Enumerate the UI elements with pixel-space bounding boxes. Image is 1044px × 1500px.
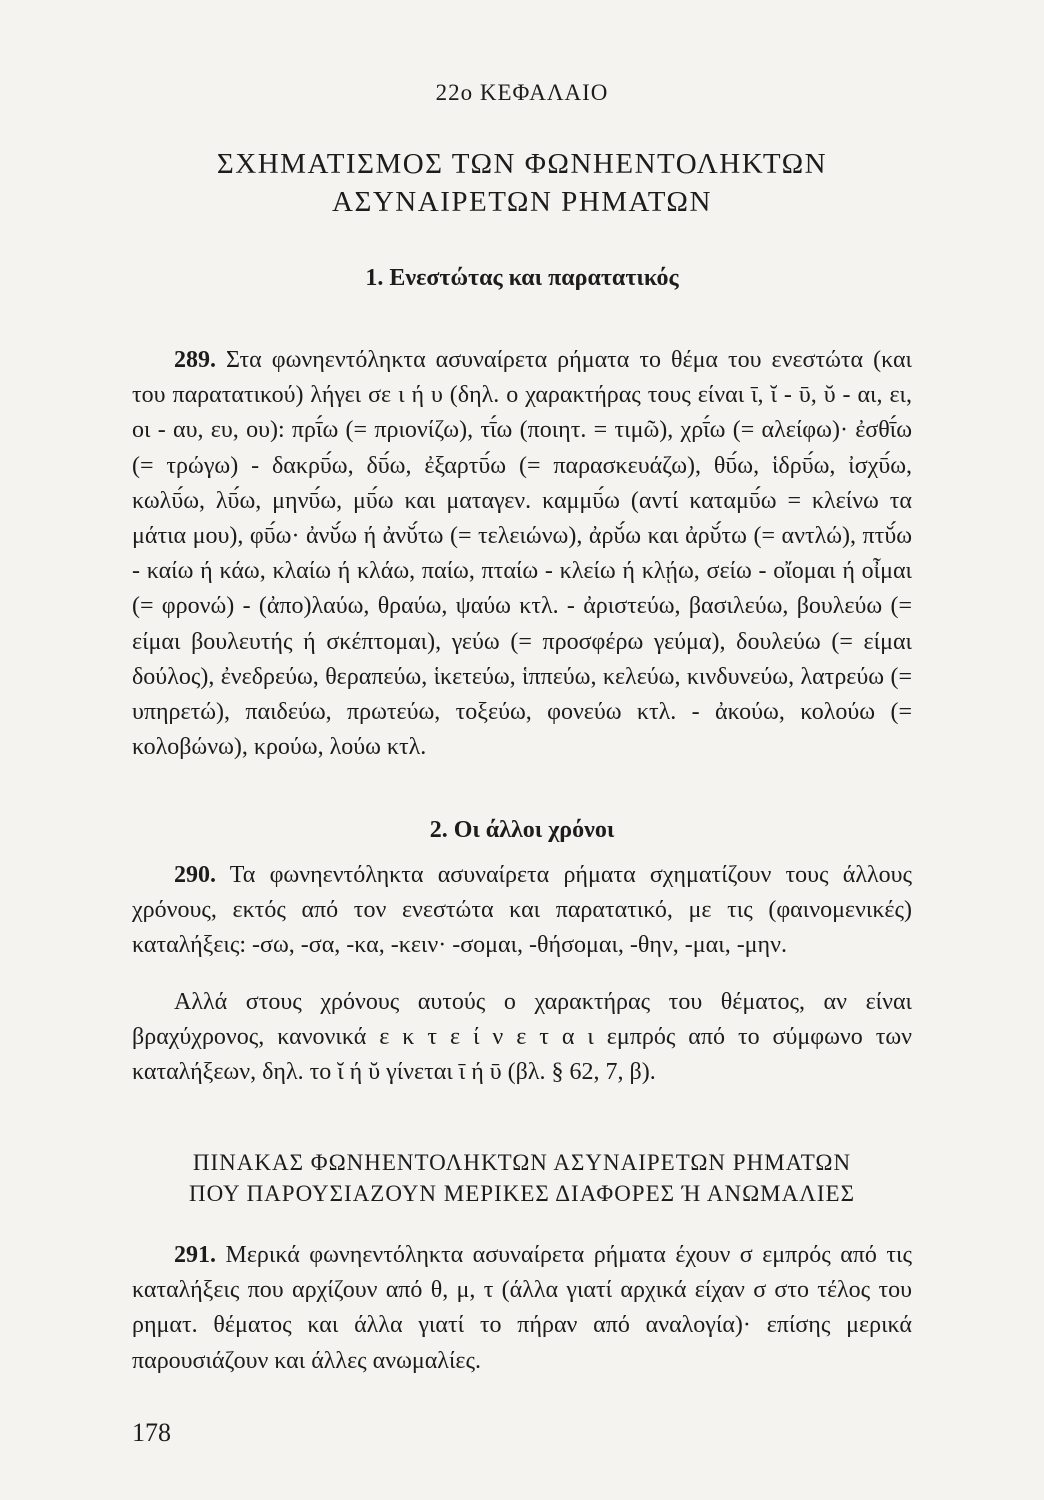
- table-title-line-1: ΠΙΝΑΚΑΣ ΦΩΝΗΕΝΤΟΛΗΚΤΩΝ ΑΣΥΝΑΙΡΕΤΩΝ ΡΗΜΑΤΩΝ: [192, 1150, 852, 1175]
- page-number: 178: [132, 1418, 171, 1447]
- table-title-line-2: ΠΟΥ ΠΑΡΟΥΣΙΑΖΟΥΝ ΜΕΡΙΚΕΣ ΔΙΑΦΟΡΕΣ Ή ΑΝΩΜΑΛΙΕΣ: [188, 1181, 855, 1206]
- paragraph-number: 290.: [174, 862, 216, 888]
- section-heading-other-tenses: 2. Οι άλλοι χρόνοι: [429, 817, 615, 843]
- chapter-title: [0, 145, 1044, 221]
- section-heading-present-imperfect: 1. Ενεστώτας και παρατατικός: [365, 265, 679, 291]
- paragraph-290-continuation: Αλλά στους χρόνους αυτούς ο χαρακτήρας του θέματος, αν είναι βραχύχρονος, κανονικά ε κ τ ε ί ν ε τ α ι εμπρός από το σύμφωνο των καταλήξεων, δηλ. το ῐ ή ῠ γίνεται ῑ ή ῡ (βλ. § 62, 7, β).: [132, 989, 912, 1086]
- chapter-title-line-1: ΣΧΗΜΑΤΙΣΜΟΣ ΤΩΝ ΦΩΝΗΕΝΤΟΛΗΚΤΩΝ: [216, 148, 828, 180]
- chapter-label: 22ο ΚΕΦΑΛΑΙΟ: [435, 80, 609, 105]
- chapter-title-line-2: ΑΣΥΝΑΙΡΕΤΩΝ ΡΗΜΑΤΩΝ: [332, 186, 712, 218]
- paragraph-number: 289.: [174, 347, 216, 373]
- table-section-title: [0, 1147, 1044, 1209]
- paragraph-number: 291.: [174, 1242, 216, 1268]
- paragraph-text: Μερικά φωνηεντόληκτα ασυναίρετα ρήματα έχουν σ εμπρός από τις καταλήξεις που αρχίζουν από θ, μ, τ (άλλα γιατί αρχικά είχαν σ στο τέλος του ρηματ. θέματος και άλλα γιατί το πήραν από αναλογία)· επίσης μερικά παρουσιάζουν και άλλες ανωμαλίες.: [132, 1242, 912, 1374]
- paragraph-290: [132, 858, 912, 964]
- paragraph-text: Τα φωνηεντόληκτα ασυναίρετα ρήματα σχηματίζουν τους άλλους χρόνους, εκτός από τον ενεστώτα και παρατατικό, με τις (φαινομενικές) καταλήξεις: -σω, -σα, -κα, -κειν· -σομαι, -θήσομαι, -θην, -μαι, -μην.: [132, 862, 912, 959]
- paragraph-289: [132, 343, 912, 765]
- paragraph-text: Στα φωνηεντόληκτα ασυναίρετα ρήματα το θέμα του ενεστώτα (και του παρατατικού) λήγει σε ι ή υ (δηλ. ο χαρακτήρας τους είναι ῑ, ῐ - ῡ, ῠ - αι, ει, οι - αυ, ευ, ου): πρῑ́ω (= πριονίζω), τῑ́ω (ποιητ. = τιμῶ), χρῑ́ω (= αλείφω)· ἐσθῑ́ω (= τρώγω) - δακρῡ́ω, δῡ́ω, ἐξαρτῡ́ω (= παρασκευάζω), θῡ́ω, ἱδρῡ́ω, ἰσχῡ́ω, κωλῡ́ω, λῡ́ω, μηνῡ́ω, μῡ́ω και ματαγεν. καμμῡ́ω (αντί καταμῡ́ω = κλείνω τα μάτια μου), φῡ́ω· ἀνῠ́ω ή ἀνῠ́τω (= τελειώνω), ἀρῠ́ω και ἀρῠ́τω (= αντλώ), πτῠ́ω - καίω ή κάω, κλαίω ή κλάω, παίω, πταίω - κλείω ή κλῄω, σείω - οἴομαι ή οἶμαι (= φρονώ) - (ἀπο)λαύω, θραύω, ψαύω κτλ. - ἀριστεύω, βασιλεύω, βουλεύω (= είμαι βουλευτής ή σκέπτομαι), γεύω (= προσφέρω γεύμα), δουλεύω (= είμαι δούλος), ἐνεδρεύω, θεραπεύω, ἱκετεύω, ἱππεύω, κελεύω, κινδυνεύω, λατρεύω (= υπηρετώ), παιδεύω, πρωτεύω, τοξεύω, φονεύω κτλ. - ἀκούω, κολούω (= κολοβώνω), κρούω, λούω κτλ.: [132, 347, 913, 761]
- paragraph-291: [132, 1238, 912, 1379]
